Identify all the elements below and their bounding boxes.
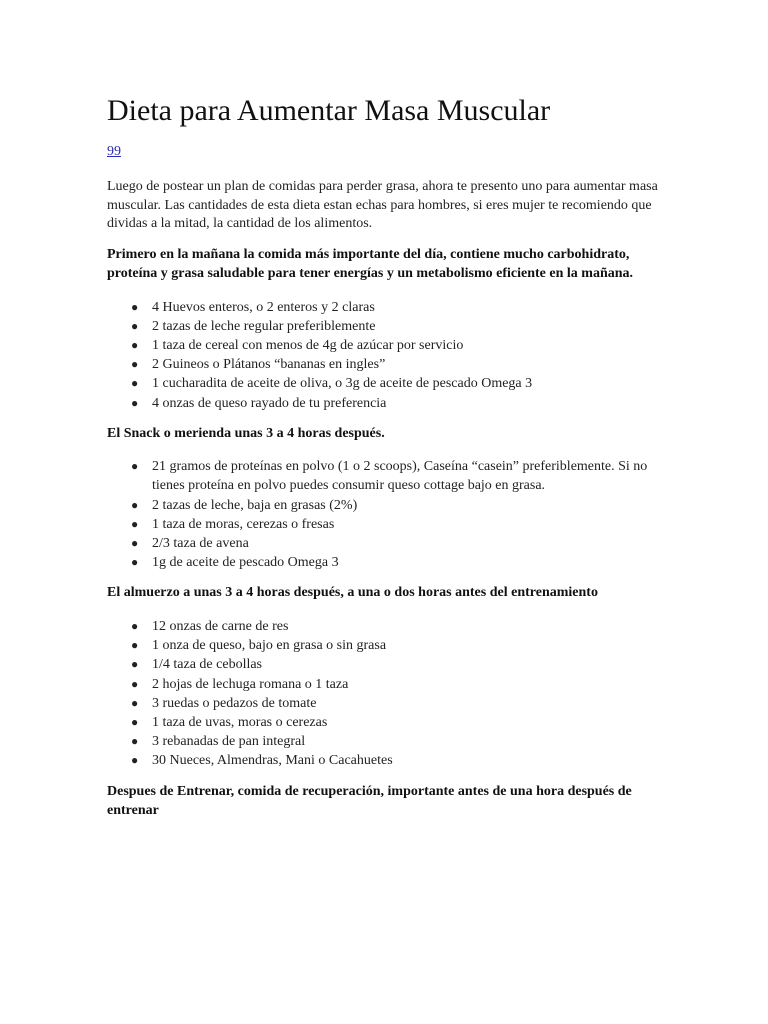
list-item (131, 355, 668, 374)
bullet-icon: ● (131, 555, 139, 570)
list-item-text: 30 Nueces, Almendras, Mani o Cacahuetes (152, 753, 393, 769)
list-item-text: 1/4 taza de cebollas (152, 657, 263, 673)
list-item-text: 2 hojas de lechuga romana o 1 taza (152, 676, 349, 692)
bullet-icon: ● (131, 618, 139, 633)
list-item (131, 515, 668, 534)
list-item-text: 3 rebanadas de pan integral (152, 734, 306, 750)
intro-paragraph: Luego de postear un plan de comidas para perder grasa, ahora te presento uno para aumentar masa muscular. Las cantidades de esta dieta estan echas para hombres, si eres mujer te recomiendo que dividas a la mitad, la cantidad de los alimentos. (107, 179, 658, 231)
bullet-icon: ● (131, 516, 139, 531)
bullet-icon: ● (131, 734, 139, 749)
bullet-icon: ● (131, 714, 139, 729)
list-item (131, 617, 668, 636)
page-title: Dieta para Aumentar Masa Muscular (107, 94, 551, 127)
list-item-text: 2 Guineos o Plátanos “bananas en ingles” (152, 357, 386, 373)
section-heading: El Snack o merienda unas 3 a 4 horas después. (107, 425, 385, 441)
bullet-icon: ● (131, 459, 139, 474)
list-item-text: 2/3 taza de avena (152, 536, 249, 552)
bullet-icon: ● (131, 536, 139, 551)
list-item-text: 2 tazas de leche, baja en grasas (2%) (152, 497, 358, 513)
section-heading: El almuerzo a unas 3 a 4 horas después, a una o dos horas antes del entrenamiento (107, 585, 598, 601)
bullet-icon: ● (131, 676, 139, 691)
bullet-icon: ● (131, 376, 139, 391)
bullet-icon: ● (131, 318, 139, 333)
bullet-icon: ● (131, 497, 139, 512)
list-item (131, 374, 668, 393)
bullet-icon: ● (131, 753, 139, 768)
list-item-text: 2 tazas de leche regular preferiblemente (152, 318, 376, 334)
list-item (131, 636, 668, 655)
list-item (131, 655, 668, 674)
meal-sections (107, 245, 668, 821)
food-list (107, 617, 668, 771)
food-list (107, 457, 668, 572)
bullet-icon: ● (131, 395, 139, 410)
list-item (131, 732, 668, 751)
list-item (131, 298, 668, 317)
list-item-text: 1g de aceite de pescado Omega 3 (152, 555, 339, 571)
list-item (131, 336, 668, 355)
list-item (131, 457, 668, 495)
list-item-text: 1 taza de cereal con menos de 4g de azúcar por servicio (152, 337, 464, 353)
list-item-text: 4 onzas de queso rayado de tu preferencia (152, 395, 387, 411)
list-item-text: 12 onzas de carne de res (152, 618, 289, 634)
bullet-icon: ● (131, 695, 139, 710)
section-heading: Despues de Entrenar, comida de recuperación, importante antes de una hora después de entrenar (107, 783, 632, 819)
bullet-icon: ● (131, 657, 139, 672)
list-item (131, 394, 668, 413)
list-item (131, 317, 668, 336)
bullet-icon: ● (131, 299, 139, 314)
list-item-text: 3 ruedas o pedazos de tomate (152, 695, 317, 711)
list-item-text: 4 Huevos enteros, o 2 enteros y 2 claras (152, 299, 375, 315)
comment-count-link[interactable]: 99 (107, 144, 121, 159)
section-heading: Primero en la mañana la comida más importante del día, contiene mucho carbohidrato, proteína y grasa saludable para tener energías y un metabolismo eficiente en la mañana. (107, 246, 634, 281)
list-item (131, 675, 668, 694)
list-item (131, 553, 668, 572)
list-item (131, 694, 668, 713)
list-item-text: 21 gramos de proteínas en polvo (1 o 2 scoops), Caseína “casein” preferiblemente. Si no tienes proteína en polvo puedes consumir queso cottage bajo en grasa. (152, 459, 648, 494)
bullet-icon: ● (131, 638, 139, 653)
list-item-text: 1 onza de queso, bajo en grasa o sin grasa (152, 638, 387, 654)
list-item (131, 751, 668, 770)
bullet-icon: ● (131, 357, 139, 372)
list-item-text: 1 taza de uvas, moras o cerezas (152, 714, 328, 730)
list-item (131, 713, 668, 732)
list-item-text: 1 cucharadita de aceite de oliva, o 3g de aceite de pescado Omega 3 (152, 376, 533, 392)
food-list (107, 298, 668, 413)
list-item (131, 534, 668, 553)
bullet-icon: ● (131, 337, 139, 352)
list-item-text: 1 taza de moras, cerezas o fresas (152, 516, 335, 532)
list-item (131, 496, 668, 515)
